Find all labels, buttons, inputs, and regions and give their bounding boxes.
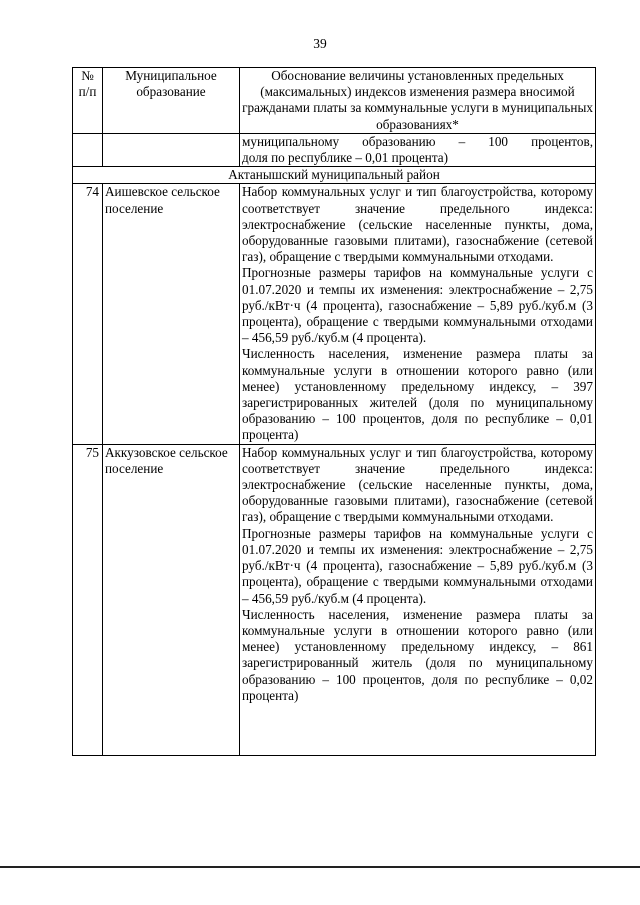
header-number: № п/п	[73, 68, 103, 134]
continuation-row	[73, 133, 596, 166]
tariffs-paragraph: Прогнозные размеры тарифов на коммунальные услуги с 01.07.2020 и темпы их изменения: электроснабжение – 2,75 руб./кВт·ч (4 процента), газоснабжение – 5,89 руб./куб.м (3 процента), обращение с твердыми коммунальными отходами – 456,59 руб./куб.м (4 процента).	[242, 265, 593, 346]
table-row	[73, 184, 596, 444]
district-row	[73, 167, 596, 184]
municipality-name: Аккузовское сельское поселение	[103, 444, 240, 755]
header-justification: Обоснование величины установленных предельных (максимальных) индексов изменения размера вносимой гражданами платы за коммунальные услуги в муниципальных образованиях*	[240, 68, 596, 134]
table-header-row	[73, 68, 596, 134]
justification-cell	[240, 184, 596, 444]
header-municipality: Муниципальное образование	[103, 68, 240, 134]
population-paragraph: Численность населения, изменение размера платы за коммунальные услуги в отношении которого равно (или менее) установленному предельному индексу, – 861 зарегистрированный житель (доля по муниципальному образованию – 100 процентов, доля по республике – 0,02 процента)	[242, 606, 593, 703]
district-name: Актанышский муниципальный район	[73, 167, 596, 184]
page-number: 39	[313, 36, 327, 51]
row-number: 74	[73, 184, 103, 444]
services-paragraph: Набор коммунальных услуг и тип благоустройства, которому соответствует значение предельного индекса: электроснабжение (сельские населенные пункты, дома, оборудованные газовыми плитами), газоснабжение (сетевой газ), обращение с твердыми коммунальными отходами.	[242, 184, 593, 265]
indices-table	[72, 67, 596, 756]
tariffs-paragraph: Прогнозные размеры тарифов на коммунальные услуги с 01.07.2020 и темпы их изменения: электроснабжение – 2,75 руб./кВт·ч (4 процента), газоснабжение – 5,89 руб./куб.м (3 процента), обращение с твердыми коммунальными отходами – 456,59 руб./куб.м (4 процента).	[242, 525, 593, 606]
table-row	[73, 444, 596, 755]
continuation-line-1: муниципальному образованию – 100 процентов,	[242, 133, 593, 149]
row-number: 75	[73, 444, 103, 755]
municipality-name: Аишевское сельское поселение	[103, 184, 240, 444]
services-paragraph: Набор коммунальных услуг и тип благоустройства, которому соответствует значение предельного индекса: электроснабжение (сельские населенные пункты, дома, оборудованные газовыми плитами), газоснабжение (сетевой газ), обращение с твердыми коммунальными отходами.	[242, 444, 593, 525]
continuation-line-2: доля по республике – 0,01 процента)	[242, 150, 449, 166]
population-paragraph: Численность населения, изменение размера платы за коммунальные услуги в отношении которого равно (или менее) установленному предельному индексу, – 397 зарегистрированных жителей (доля по муниципальному образованию – 100 процентов, доля по республике – 0,01 процента)	[242, 346, 593, 443]
scan-bottom-edge	[0, 866, 640, 868]
justification-cell	[240, 444, 596, 755]
continuation-cell	[240, 133, 596, 166]
